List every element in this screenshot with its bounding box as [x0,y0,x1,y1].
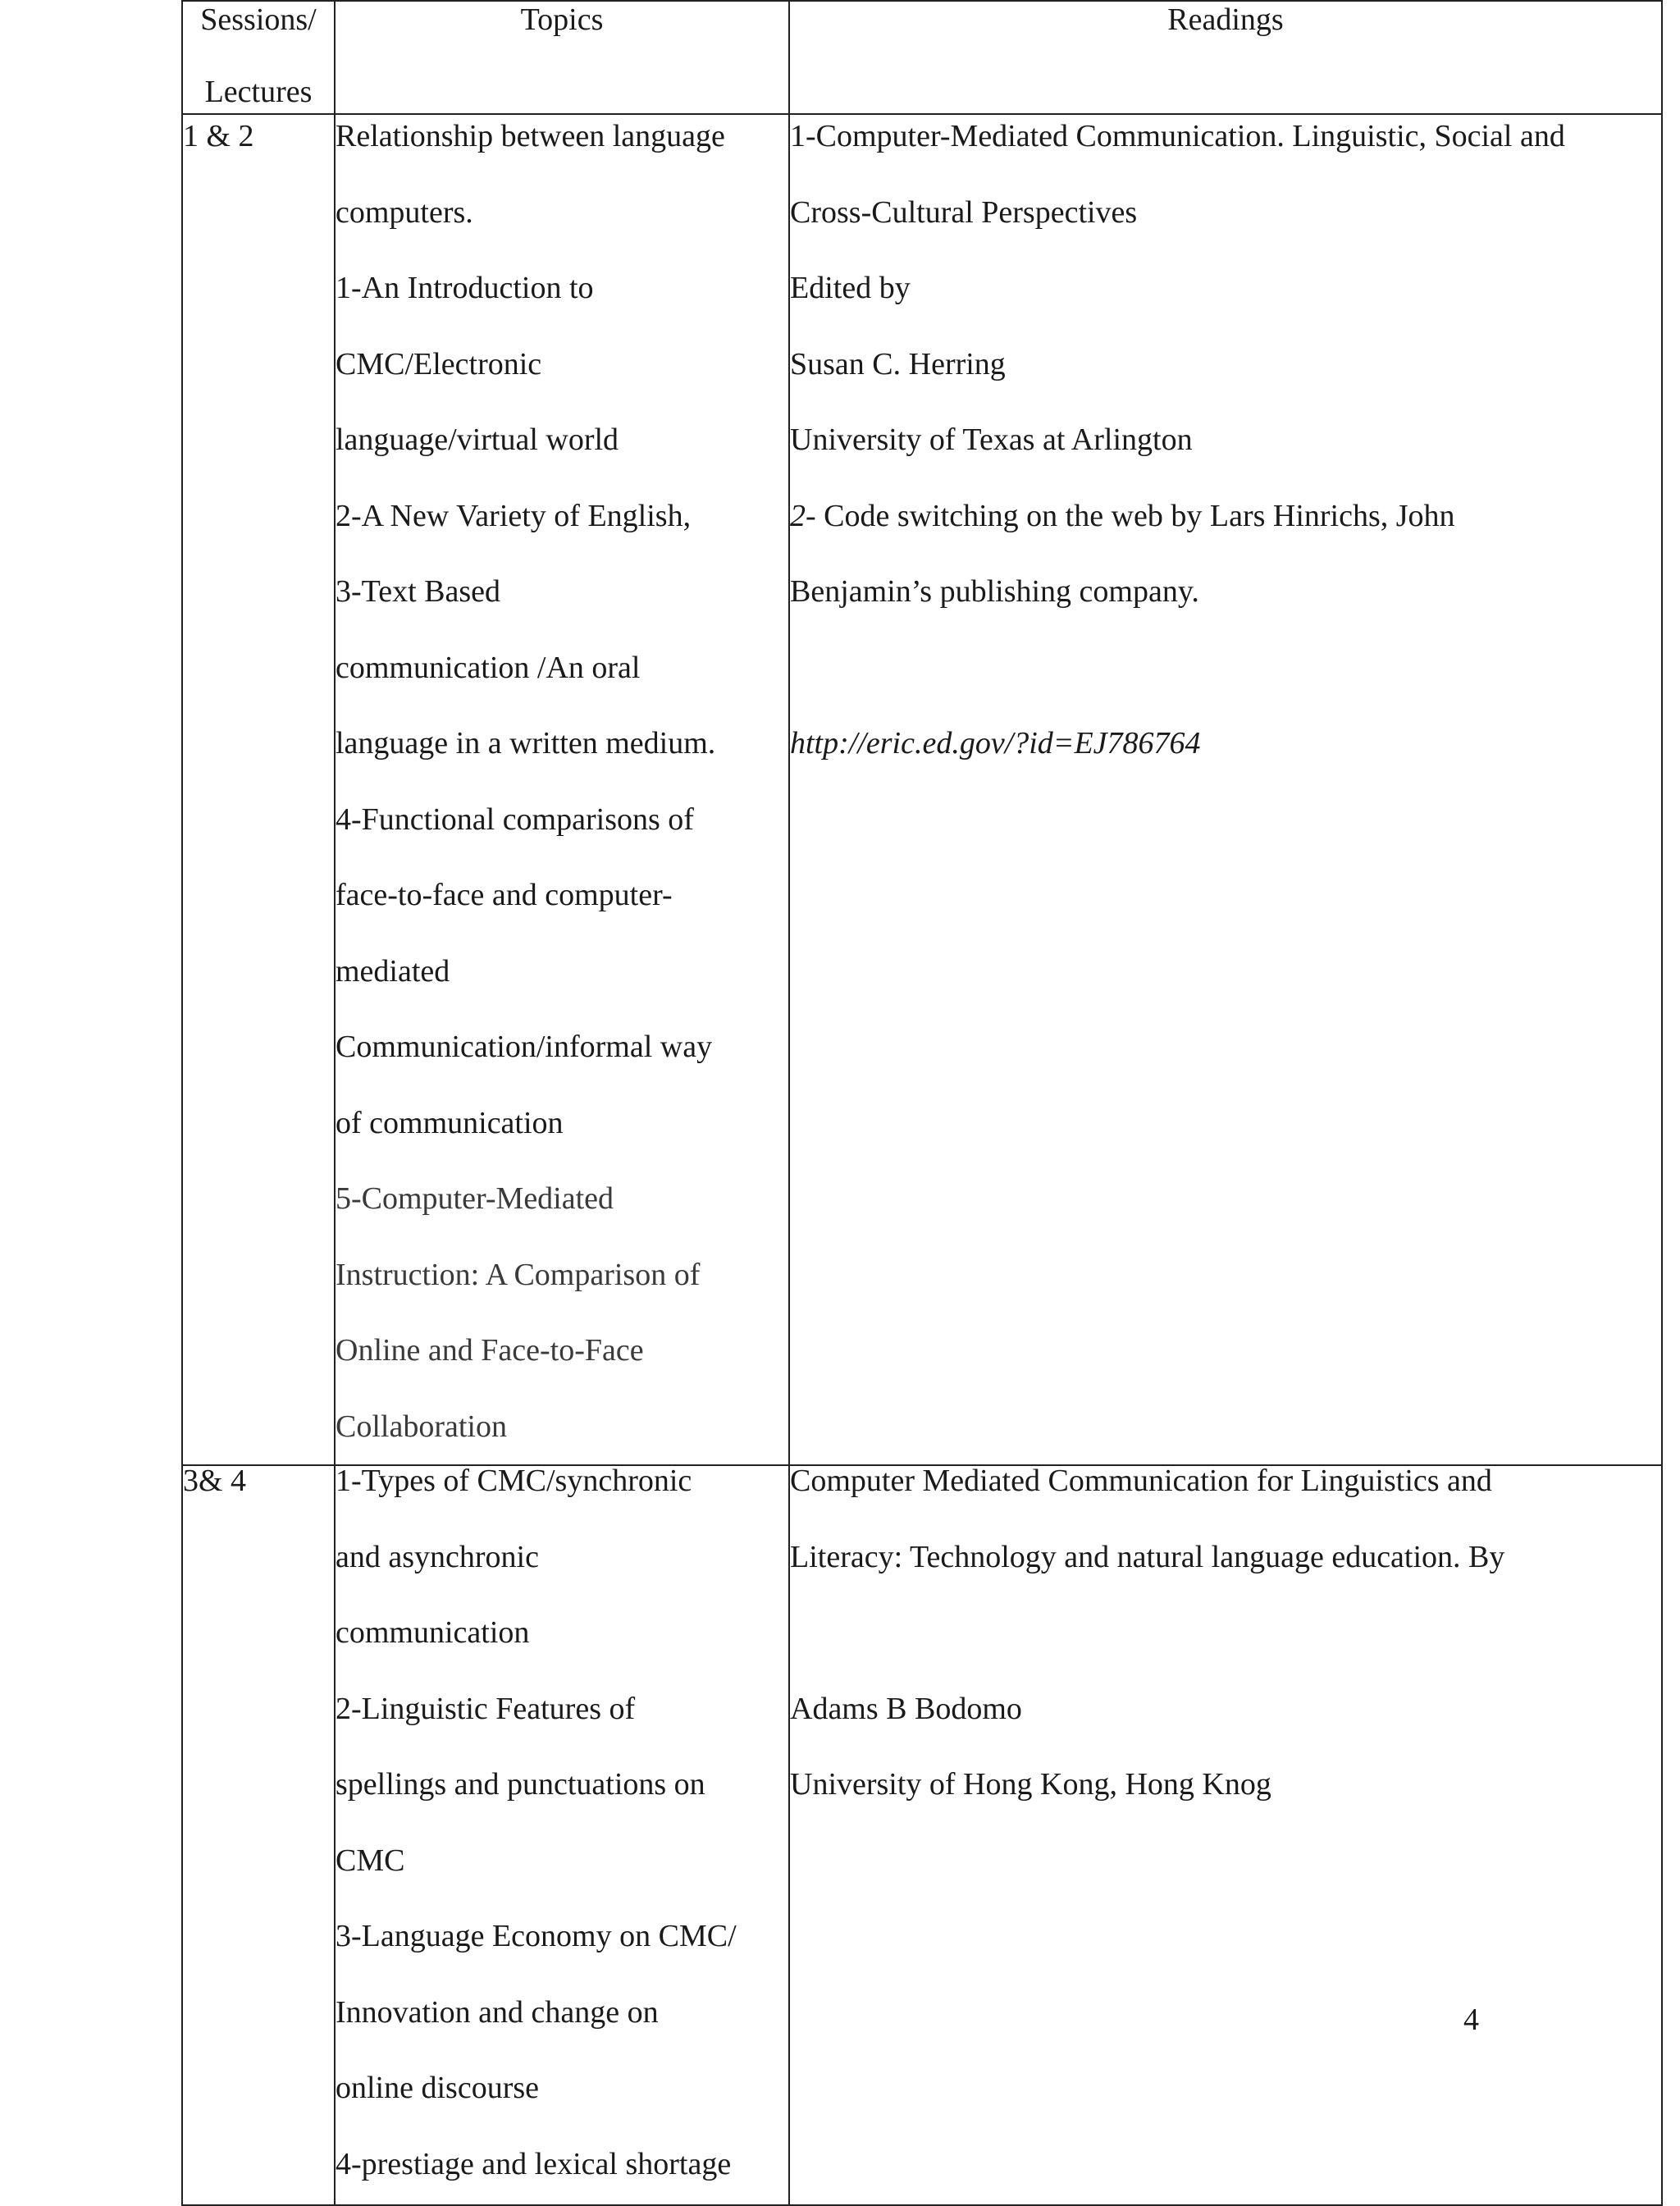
reading-line: University of Hong Kong, Hong Knog [790,1767,1271,1802]
readings-cell [789,1465,1662,2205]
topic-line: 5-Computer-Mediated [336,1181,614,1216]
topic-line: language in a written medium. [336,726,716,760]
topic-line: computers. [336,194,473,230]
reading-line: Computer Mediated Communication for Linguistics and [790,1464,1492,1498]
topic-line: Relationship between language [336,119,725,153]
reading-line: Adams B Bodomo [790,1691,1022,1726]
header-sessions: Sessions/ Lectures [182,1,335,114]
reading-line [790,478,1661,555]
topics-cell [335,114,789,1465]
topic-line: Innovation and change on [336,1994,659,2030]
topic-line: 4-Functional comparisons of [336,802,694,837]
topic-line: 3-Text Based [336,574,501,609]
reading-link[interactable]: http://eric.ed.gov/?id=EJ786764 [790,726,1201,760]
blank-line [790,630,1661,706]
topic-line: communication /An oral [336,650,641,685]
reading-line: 1-Computer-Mediated Communication. Linguistic, Social and [790,119,1565,153]
topic-line: 4-prestiage and lexical shortage [336,2146,732,2181]
header-readings: Readings [789,1,1662,114]
topic-line: 2-A New Variety of English, [336,498,692,533]
topic-line: and asynchronic [336,1539,539,1574]
session-number: 3& 4 [183,1464,247,1498]
reading-line: Benjamin’s publishing company. [790,574,1199,609]
topic-line: 3-Language Economy on CMC/ [336,1919,737,1953]
topic-line: 1-An Introduction to [336,271,594,305]
topic-line: 1-Types of CMC/synchronic [336,1464,692,1498]
topic-line: Instruction: A Comparison of [336,1257,701,1292]
topic-line: Online and Face-to-Face [336,1333,644,1368]
topics-cell [335,1465,789,2205]
reading-line: University of Texas at Arlington [790,422,1193,457]
topic-line: face-to-face and computer- [336,878,673,912]
table-row [182,114,1662,1465]
blank-line [790,1595,1661,1671]
reading-line: Cross-Cultural Perspectives [790,194,1138,230]
topic-line: Collaboration [336,1409,507,1444]
table-row [182,1465,1662,2205]
topic-line: CMC [336,1843,405,1878]
reading-number: 2- [790,498,816,533]
topic-line: of communication [336,1105,564,1140]
session-cell [182,1465,335,2205]
reading-line: Edited by [790,271,911,305]
table-header-row [182,1,1662,114]
topic-line: 2-Linguistic Features of [336,1691,636,1726]
topic-line: spellings and punctuations on [336,1767,705,1802]
page-number: 4 [1463,2003,1479,2037]
topic-line: mediated [336,953,450,989]
syllabus-table [181,0,1663,2206]
reading-line: Literacy: Technology and natural language education. By [790,1539,1505,1574]
topic-line: CMC/Electronic [336,346,542,381]
readings-cell [789,114,1662,1465]
session-cell [182,114,335,1465]
topic-line: online discourse [336,2071,540,2105]
topic-line: language/virtual world [336,422,619,457]
topic-line: communication [336,1615,530,1650]
header-topics: Topics [335,1,789,114]
reading-text: Code switching on the web by Lars Hinrichs, John [815,498,1455,533]
reading-line: Susan C. Herring [790,346,1006,381]
session-number: 1 & 2 [183,119,254,153]
topic-line: Communication/informal way [336,1030,713,1064]
